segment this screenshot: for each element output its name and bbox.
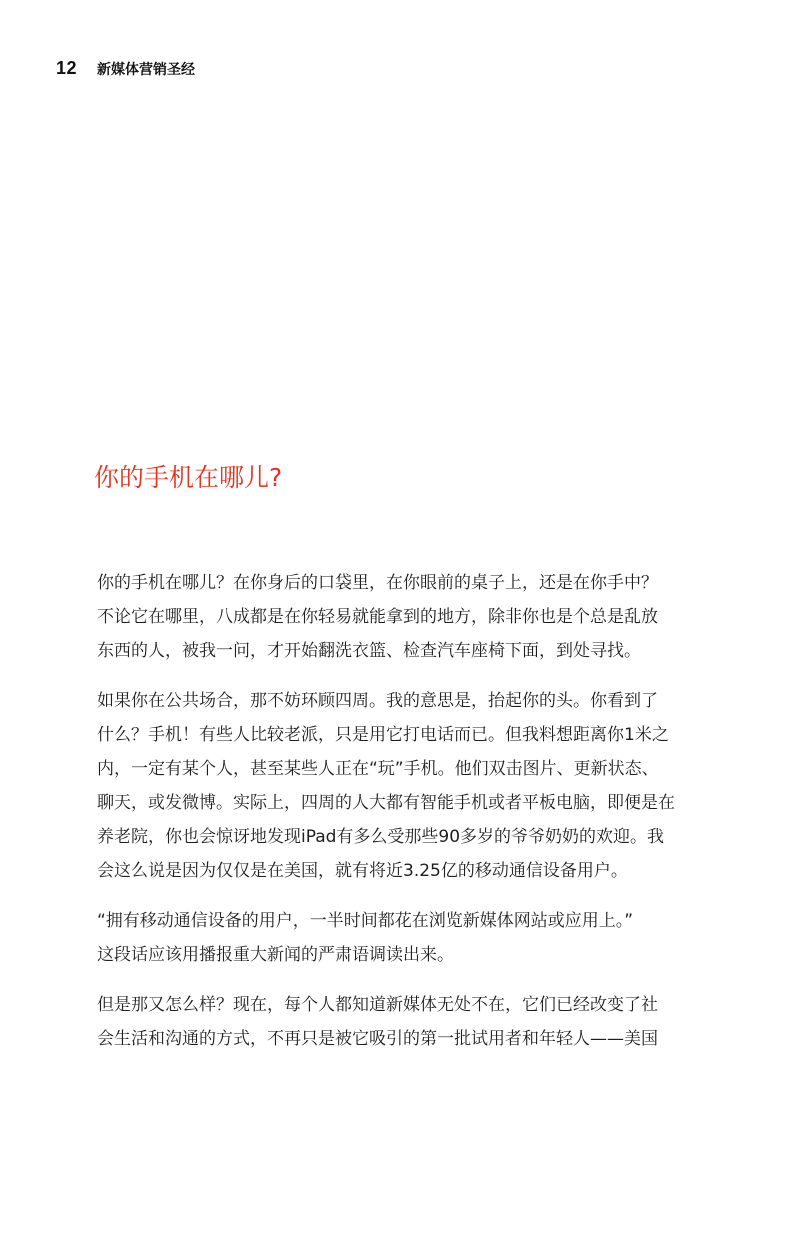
section-heading: 你的手机在哪儿? — [94, 463, 283, 492]
text-line: 但是那又怎么样？现在，每个人都知道新媒体无处不在，它们已经改变了社 — [97, 995, 658, 1015]
paragraph-4 — [97, 988, 737, 1056]
text-line: 养老院，你也会惊讶地发现iPad有多么受那些90多岁的爷爷奶奶的欢迎。我 — [97, 827, 665, 847]
text-line: 这段话应该用播报重大新闻的严肃语调读出来。 — [97, 945, 454, 965]
paragraph-1 — [97, 566, 737, 668]
text-line: “拥有移动通信设备的用户，一半时间都花在浏览新媒体网站或应用上。” — [97, 911, 634, 931]
text-line: 会这么说是因为仅仅是在美国，就有将近3.25亿的移动通信设备用户。 — [97, 861, 628, 881]
text-line: 如果你在公共场合，那不妨环顾四周。我的意思是，抬起你的头。你看到了 — [97, 691, 658, 711]
text-line: 会生活和沟通的方式，不再只是被它吸引的第一批试用者和年轻人——美国 — [97, 1029, 658, 1049]
page-number: 12 — [56, 58, 78, 78]
text-line: 聊天，或发微博。实际上，四周的人大都有智能手机或者平板电脑，即便是在 — [97, 793, 675, 813]
text-line: 什么？手机！有些人比较老派，只是用它打电话而已。但我料想距离你1米之 — [97, 725, 669, 745]
body-text — [97, 566, 737, 1056]
text-line: 你的手机在哪儿？在你身后的口袋里，在你眼前的桌子上，还是在你手中？ — [97, 573, 658, 593]
running-header — [56, 58, 195, 84]
text-line: 东西的人，被我一问，才开始翻洗衣篮、检查汽车座椅下面，到处寻找。 — [97, 641, 641, 661]
text-line: 内，一定有某个人，甚至某些人正在“玩”手机。他们双击图片、更新状态、 — [97, 759, 659, 779]
text-line: 不论它在哪里，八成都是在你轻易就能拿到的地方，除非你也是个总是乱放 — [97, 607, 658, 627]
paragraph-2 — [97, 684, 737, 888]
book-title: 新媒体营销圣经 — [97, 62, 196, 78]
paragraph-3 — [97, 904, 737, 972]
